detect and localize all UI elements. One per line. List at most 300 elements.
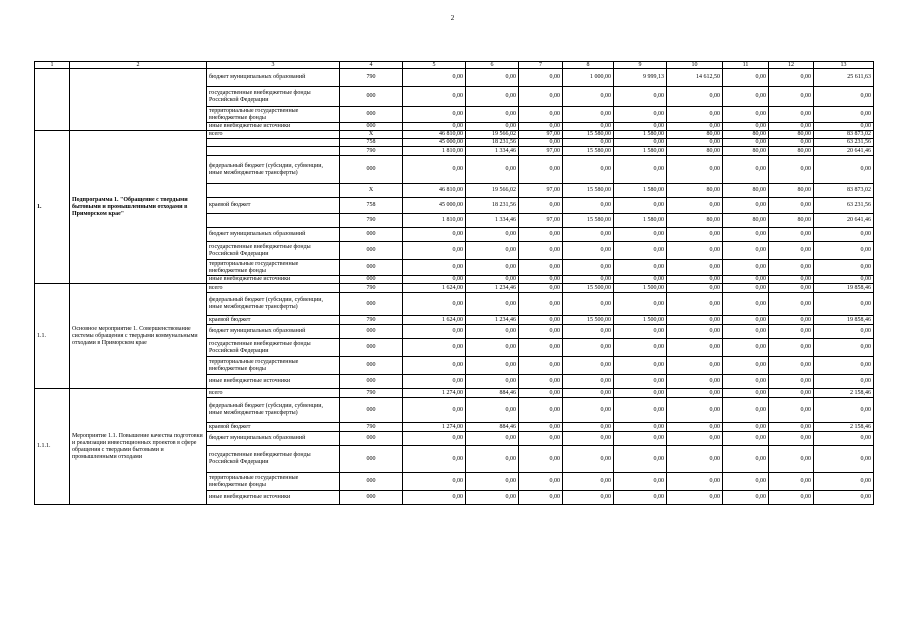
code-cell: 790 — [340, 69, 403, 87]
value-cell: 0,00 — [723, 260, 769, 276]
value-cell: 0,00 — [563, 491, 614, 505]
value-cell: 0,00 — [563, 357, 614, 375]
value-cell: 15 500,00 — [563, 284, 614, 293]
value-cell: 15 580,00 — [563, 147, 614, 156]
value-cell: 0,00 — [723, 123, 769, 131]
value-cell: 0,00 — [667, 107, 723, 123]
value-cell: 0,00 — [614, 139, 667, 147]
value-cell: 0,00 — [563, 293, 614, 316]
value-cell: 0,00 — [519, 432, 563, 446]
code-cell: 000 — [340, 260, 403, 276]
value-cell: 83 873,02 — [814, 131, 874, 139]
value-cell: 1 580,00 — [614, 131, 667, 139]
value-cell: 0,00 — [563, 423, 614, 432]
page-number: 2 — [450, 14, 455, 22]
value-cell: 0,00 — [614, 260, 667, 276]
funding-source-label: иные внебюджетные источники — [207, 491, 340, 505]
funding-source-label: бюджет муниципальных образований — [207, 69, 340, 87]
value-cell: 0,00 — [667, 228, 723, 242]
value-cell: 0,00 — [769, 357, 814, 375]
value-cell: 2 158,46 — [814, 389, 874, 398]
value-cell: 0,00 — [723, 284, 769, 293]
value-cell: 0,00 — [769, 293, 814, 316]
value-cell: 0,00 — [519, 107, 563, 123]
code-cell: 000 — [340, 339, 403, 357]
value-cell: 0,00 — [466, 293, 519, 316]
value-cell: 0,00 — [466, 228, 519, 242]
value-cell: 0,00 — [769, 228, 814, 242]
value-cell: 0,00 — [667, 339, 723, 357]
value-cell: 1 624,00 — [403, 316, 466, 325]
value-cell: 0,00 — [723, 107, 769, 123]
value-cell: 46 810,00 — [403, 184, 466, 198]
code-cell: 000 — [340, 293, 403, 316]
value-cell: 0,00 — [814, 473, 874, 491]
value-cell: 0,00 — [563, 123, 614, 131]
code-cell: 790 — [340, 147, 403, 156]
value-cell: 0,00 — [466, 123, 519, 131]
value-cell: 1 234,46 — [466, 284, 519, 293]
code-cell: 790 — [340, 214, 403, 228]
value-cell: 0,00 — [519, 423, 563, 432]
value-cell: 0,00 — [519, 198, 563, 214]
value-cell: 0,00 — [466, 156, 519, 184]
value-cell: 80,00 — [769, 131, 814, 139]
code-cell: 000 — [340, 473, 403, 491]
value-cell: 0,00 — [723, 156, 769, 184]
value-cell: 1 500,00 — [614, 284, 667, 293]
value-cell: 0,00 — [814, 339, 874, 357]
col-header: 12 — [769, 62, 814, 69]
value-cell: 1 334,46 — [466, 214, 519, 228]
row-number — [35, 69, 70, 131]
value-cell: 0,00 — [723, 473, 769, 491]
value-cell: 0,00 — [814, 325, 874, 339]
value-cell: 0,00 — [519, 473, 563, 491]
table-row — [35, 131, 874, 139]
value-cell: 0,00 — [614, 491, 667, 505]
value-cell: 0,00 — [614, 87, 667, 107]
value-cell: 0,00 — [769, 69, 814, 87]
value-cell: 0,00 — [667, 260, 723, 276]
value-cell: 0,00 — [667, 446, 723, 473]
col-header: 2 — [70, 62, 207, 69]
value-cell: 0,00 — [769, 260, 814, 276]
value-cell: 19 858,46 — [814, 284, 874, 293]
value-cell: 80,00 — [667, 184, 723, 198]
value-cell: 0,00 — [403, 446, 466, 473]
program-title — [70, 69, 207, 131]
value-cell: 0,00 — [403, 375, 466, 389]
value-cell: 15 580,00 — [563, 184, 614, 198]
value-cell: 0,00 — [519, 293, 563, 316]
value-cell: 0,00 — [769, 139, 814, 147]
value-cell: 0,00 — [769, 473, 814, 491]
value-cell: 80,00 — [667, 131, 723, 139]
col-header: 1 — [35, 62, 70, 69]
value-cell: 63 231,56 — [814, 139, 874, 147]
value-cell: 0,00 — [723, 69, 769, 87]
value-cell: 0,00 — [563, 398, 614, 423]
value-cell: 0,00 — [563, 389, 614, 398]
value-cell: 80,00 — [723, 131, 769, 139]
code-cell: 790 — [340, 284, 403, 293]
value-cell: 80,00 — [769, 147, 814, 156]
value-cell: 0,00 — [667, 357, 723, 375]
value-cell: 0,00 — [814, 228, 874, 242]
value-cell: 0,00 — [519, 123, 563, 131]
funding-source-label: государственные внебюджетные фонды Российской Федерации — [207, 87, 340, 107]
value-cell: 1 234,46 — [466, 316, 519, 325]
value-cell: 0,00 — [466, 473, 519, 491]
value-cell: 15 580,00 — [563, 131, 614, 139]
value-cell: 0,00 — [614, 432, 667, 446]
value-cell: 0,00 — [667, 284, 723, 293]
value-cell: 0,00 — [403, 398, 466, 423]
value-cell: 0,00 — [403, 242, 466, 260]
value-cell: 0,00 — [466, 339, 519, 357]
value-cell: 45 000,00 — [403, 198, 466, 214]
value-cell: 0,00 — [614, 339, 667, 357]
code-cell: 790 — [340, 389, 403, 398]
value-cell: 0,00 — [723, 316, 769, 325]
code-cell: 000 — [340, 357, 403, 375]
value-cell: 1 274,00 — [403, 423, 466, 432]
value-cell: 0,00 — [667, 293, 723, 316]
value-cell: 0,00 — [403, 357, 466, 375]
value-cell: 0,00 — [403, 276, 466, 284]
value-cell: 0,00 — [723, 446, 769, 473]
value-cell: 80,00 — [667, 147, 723, 156]
value-cell: 0,00 — [814, 123, 874, 131]
value-cell: 0,00 — [519, 316, 563, 325]
value-cell: 0,00 — [667, 491, 723, 505]
value-cell: 45 000,00 — [403, 139, 466, 147]
value-cell: 0,00 — [769, 123, 814, 131]
value-cell: 0,00 — [614, 123, 667, 131]
row-number: 1.1. — [35, 284, 70, 389]
funding-source-label: всего — [207, 389, 340, 398]
value-cell: 0,00 — [723, 198, 769, 214]
value-cell: 0,00 — [519, 491, 563, 505]
value-cell: 0,00 — [519, 87, 563, 107]
value-cell: 0,00 — [403, 432, 466, 446]
value-cell: 0,00 — [723, 339, 769, 357]
funding-source-label: иные внебюджетные источники — [207, 375, 340, 389]
value-cell: 0,00 — [723, 389, 769, 398]
value-cell: 0,00 — [814, 260, 874, 276]
value-cell: 1 580,00 — [614, 184, 667, 198]
funding-source-label: федеральный бюджет (субсидии, субвенции, иные межбюджетные трансферты) — [207, 156, 340, 184]
funding-source-label — [207, 214, 340, 228]
value-cell: 0,00 — [723, 491, 769, 505]
value-cell: 0,00 — [723, 432, 769, 446]
value-cell: 0,00 — [466, 375, 519, 389]
value-cell: 0,00 — [814, 446, 874, 473]
value-cell: 0,00 — [814, 293, 874, 316]
value-cell: 1 810,00 — [403, 214, 466, 228]
funding-source-label: территориальные государственные внебюджетные фонды — [207, 473, 340, 491]
code-cell: 000 — [340, 446, 403, 473]
value-cell: 0,00 — [814, 432, 874, 446]
table-row — [35, 389, 874, 398]
funding-source-label: федеральный бюджет (субсидии, субвенции, иные межбюджетные трансферты) — [207, 398, 340, 423]
value-cell: 0,00 — [769, 284, 814, 293]
value-cell: 80,00 — [667, 214, 723, 228]
code-cell: 000 — [340, 87, 403, 107]
value-cell: 0,00 — [667, 432, 723, 446]
program-title: Мероприятие 1.1. Повышение качества подготовки и реализации инвестиционных проектов в сфере обращения с твердыми бытовыми и промышленными отходами — [70, 389, 207, 505]
value-cell: 0,00 — [769, 339, 814, 357]
value-cell: 0,00 — [519, 357, 563, 375]
value-cell: 0,00 — [769, 432, 814, 446]
value-cell: 0,00 — [466, 357, 519, 375]
code-cell: 758 — [340, 198, 403, 214]
code-cell: 000 — [340, 123, 403, 131]
value-cell: 0,00 — [814, 107, 874, 123]
value-cell: 0,00 — [403, 293, 466, 316]
value-cell: 0,00 — [667, 242, 723, 260]
value-cell: 0,00 — [769, 242, 814, 260]
value-cell: 0,00 — [563, 446, 614, 473]
col-header: 9 — [614, 62, 667, 69]
value-cell: 19 858,46 — [814, 316, 874, 325]
col-header: 5 — [403, 62, 466, 69]
col-header: 8 — [563, 62, 614, 69]
value-cell: 63 231,56 — [814, 198, 874, 214]
col-header: 13 — [814, 62, 874, 69]
value-cell: 0,00 — [614, 198, 667, 214]
value-cell: 0,00 — [403, 156, 466, 184]
value-cell: 0,00 — [814, 375, 874, 389]
funding-source-label: всего — [207, 284, 340, 293]
value-cell: 80,00 — [769, 184, 814, 198]
value-cell: 0,00 — [403, 491, 466, 505]
value-cell: 0,00 — [769, 198, 814, 214]
value-cell: 0,00 — [769, 276, 814, 284]
value-cell: 14 612,50 — [667, 69, 723, 87]
value-cell: 2 158,46 — [814, 423, 874, 432]
col-header: 11 — [723, 62, 769, 69]
budget-table — [34, 61, 874, 505]
value-cell: 0,00 — [614, 156, 667, 184]
value-cell: 0,00 — [667, 156, 723, 184]
code-cell: 000 — [340, 107, 403, 123]
code-cell: 000 — [340, 375, 403, 389]
value-cell: 0,00 — [563, 473, 614, 491]
funding-source-label: бюджет муниципальных образований — [207, 228, 340, 242]
value-cell: 1 624,00 — [403, 284, 466, 293]
value-cell: 0,00 — [466, 325, 519, 339]
value-cell: 0,00 — [466, 276, 519, 284]
value-cell: 0,00 — [723, 398, 769, 423]
value-cell: 0,00 — [614, 473, 667, 491]
value-cell: 0,00 — [667, 375, 723, 389]
value-cell: 0,00 — [519, 325, 563, 339]
funding-source-label: территориальные государственные внебюджетные фонды — [207, 107, 340, 123]
value-cell: 0,00 — [614, 398, 667, 423]
value-cell: 0,00 — [563, 260, 614, 276]
value-cell: 0,00 — [667, 198, 723, 214]
value-cell: 0,00 — [563, 325, 614, 339]
value-cell: 0,00 — [519, 276, 563, 284]
value-cell: 0,00 — [614, 242, 667, 260]
value-cell: 0,00 — [667, 87, 723, 107]
value-cell: 0,00 — [723, 87, 769, 107]
value-cell: 0,00 — [519, 398, 563, 423]
value-cell: 0,00 — [519, 156, 563, 184]
value-cell: 0,00 — [667, 276, 723, 284]
code-cell: 790 — [340, 316, 403, 325]
funding-source-label: государственные внебюджетные фонды Российской Федерации — [207, 446, 340, 473]
funding-source-label: иные внебюджетные источники — [207, 276, 340, 284]
col-header: 7 — [519, 62, 563, 69]
value-cell: 0,00 — [403, 69, 466, 87]
value-cell: 0,00 — [723, 325, 769, 339]
value-cell: 0,00 — [519, 260, 563, 276]
col-header: 6 — [466, 62, 519, 69]
value-cell: 0,00 — [769, 156, 814, 184]
col-header: 3 — [207, 62, 340, 69]
value-cell: 0,00 — [723, 228, 769, 242]
value-cell: 0,00 — [466, 87, 519, 107]
table-body — [35, 62, 874, 505]
code-cell: 790 — [340, 423, 403, 432]
table-row — [35, 69, 874, 87]
value-cell: 0,00 — [769, 375, 814, 389]
value-cell: 0,00 — [563, 242, 614, 260]
value-cell: 19 566,02 — [466, 131, 519, 139]
value-cell: 0,00 — [466, 260, 519, 276]
value-cell: 0,00 — [403, 339, 466, 357]
col-header: 10 — [667, 62, 723, 69]
value-cell: 19 566,02 — [466, 184, 519, 198]
value-cell: 0,00 — [519, 242, 563, 260]
value-cell: 0,00 — [563, 228, 614, 242]
code-cell: 000 — [340, 156, 403, 184]
value-cell: 0,00 — [769, 398, 814, 423]
value-cell: 0,00 — [723, 276, 769, 284]
value-cell: 0,00 — [614, 325, 667, 339]
value-cell: 0,00 — [519, 139, 563, 147]
value-cell: 0,00 — [814, 398, 874, 423]
funding-source-label: федеральный бюджет (субсидии, субвенции, иные межбюджетные трансферты) — [207, 293, 340, 316]
value-cell: 0,00 — [769, 316, 814, 325]
code-cell: 000 — [340, 491, 403, 505]
value-cell: 0,00 — [614, 389, 667, 398]
value-cell: 0,00 — [723, 293, 769, 316]
value-cell: 1 500,00 — [614, 316, 667, 325]
value-cell: 97,00 — [519, 147, 563, 156]
value-cell: 0,00 — [563, 375, 614, 389]
code-cell: 000 — [340, 398, 403, 423]
value-cell: 0,00 — [723, 375, 769, 389]
funding-source-label: государственные внебюджетные фонды Российской Федерации — [207, 242, 340, 260]
value-cell: 0,00 — [769, 107, 814, 123]
value-cell: 0,00 — [814, 87, 874, 107]
value-cell: 0,00 — [403, 228, 466, 242]
value-cell: 0,00 — [667, 316, 723, 325]
value-cell: 0,00 — [814, 357, 874, 375]
value-cell: 1 274,00 — [403, 389, 466, 398]
value-cell: 884,46 — [466, 389, 519, 398]
value-cell: 0,00 — [769, 389, 814, 398]
value-cell: 0,00 — [769, 491, 814, 505]
col-header: 4 — [340, 62, 403, 69]
value-cell: 0,00 — [519, 69, 563, 87]
value-cell: 0,00 — [563, 107, 614, 123]
value-cell: 0,00 — [563, 276, 614, 284]
value-cell: 0,00 — [723, 242, 769, 260]
value-cell: 0,00 — [563, 139, 614, 147]
value-cell: 0,00 — [614, 107, 667, 123]
value-cell: 0,00 — [667, 473, 723, 491]
value-cell: 0,00 — [814, 156, 874, 184]
value-cell: 0,00 — [814, 276, 874, 284]
code-cell: 000 — [340, 276, 403, 284]
value-cell: 18 231,56 — [466, 198, 519, 214]
code-cell: 000 — [340, 325, 403, 339]
value-cell: 0,00 — [667, 123, 723, 131]
value-cell: 0,00 — [667, 139, 723, 147]
funding-source-label: бюджет муниципальных образований — [207, 432, 340, 446]
value-cell: 0,00 — [614, 293, 667, 316]
value-cell: 0,00 — [563, 87, 614, 107]
value-cell: 0,00 — [614, 446, 667, 473]
value-cell: 0,00 — [769, 423, 814, 432]
value-cell: 80,00 — [769, 214, 814, 228]
value-cell: 0,00 — [814, 491, 874, 505]
funding-source-label: бюджет муниципальных образований — [207, 325, 340, 339]
value-cell: 0,00 — [814, 242, 874, 260]
value-cell: 0,00 — [614, 228, 667, 242]
row-number: 1. — [35, 131, 70, 284]
value-cell: 0,00 — [466, 432, 519, 446]
value-cell: 1 580,00 — [614, 147, 667, 156]
table-row — [35, 284, 874, 293]
value-cell: 97,00 — [519, 184, 563, 198]
value-cell: 0,00 — [769, 325, 814, 339]
program-title: Подпрограмма 1. "Обращение с твердыми бытовыми и промышленными отходами в Приморском крае" — [70, 131, 207, 284]
funding-source-label: территориальные государственные внебюджетные фонды — [207, 260, 340, 276]
value-cell: 1 810,00 — [403, 147, 466, 156]
value-cell: 83 873,02 — [814, 184, 874, 198]
value-cell: 0,00 — [519, 339, 563, 357]
funding-source-label: государственные внебюджетные фонды Российской Федерации — [207, 339, 340, 357]
funding-source-label — [207, 139, 340, 147]
value-cell: 0,00 — [403, 325, 466, 339]
value-cell: 0,00 — [519, 446, 563, 473]
value-cell: 0,00 — [667, 389, 723, 398]
funding-source-label — [207, 147, 340, 156]
value-cell: 0,00 — [614, 423, 667, 432]
value-cell: 1 000,00 — [563, 69, 614, 87]
code-cell: 758 — [340, 139, 403, 147]
value-cell: 0,00 — [403, 123, 466, 131]
value-cell: 0,00 — [519, 284, 563, 293]
value-cell: 0,00 — [466, 242, 519, 260]
funding-source-label: краевой бюджет — [207, 423, 340, 432]
value-cell: 18 231,56 — [466, 139, 519, 147]
row-number: 1.1.1. — [35, 389, 70, 505]
value-cell: 0,00 — [723, 357, 769, 375]
value-cell: 25 611,63 — [814, 69, 874, 87]
value-cell: 1 580,00 — [614, 214, 667, 228]
value-cell: 0,00 — [466, 446, 519, 473]
value-cell: 0,00 — [466, 398, 519, 423]
value-cell: 0,00 — [466, 69, 519, 87]
value-cell: 0,00 — [614, 357, 667, 375]
